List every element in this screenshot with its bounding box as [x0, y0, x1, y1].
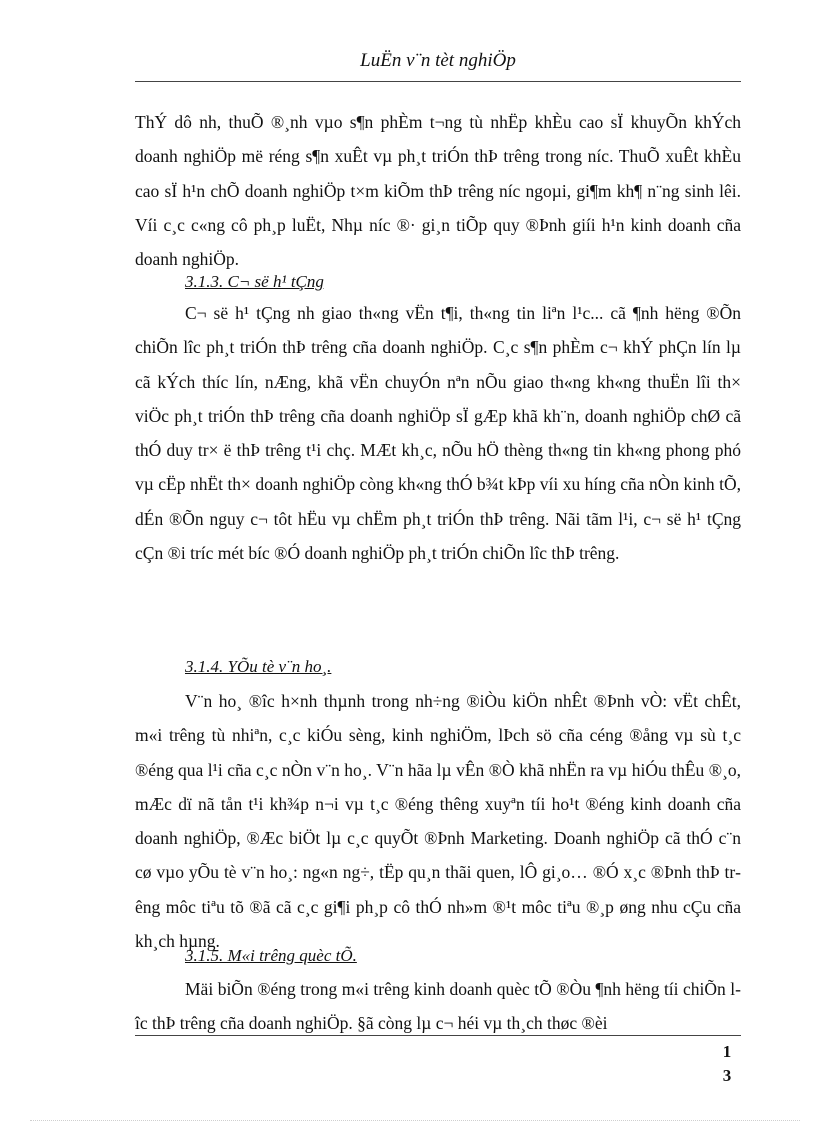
page-number-line1: 1	[722, 1042, 732, 1061]
paragraph-intro: ThÝ dô nh, thuÕ ®¸nh vµo s¶n phÈm t¬ng tù nhËp khÈu cao sÏ khuyÕn khÝch doanh nghiÖp më réng s¶n xuÊt vµ ph¸t triÓn thÞ trêng trong níc. ThuÕ xuÊt khÈu cao sÏ h¹n chÕ doanh nghiÖp t×m kiÕm thÞ trêng níc ngoµi, gi¶m kh¶ n¨ng sinh lêi. Víi c¸c c«ng cô ph¸p luËt, Nhµ níc ®· gi¸n tiÕp quy ®Þnh giíi h¹n kinh doanh cña doanh nghiÖp.	[135, 112, 741, 270]
paragraph-3-1-4: V¨n ho¸ ®îc h×nh thµnh trong nh÷ng ®iÒu kiÖn nhÊt ®Þnh vÒ: vËt chÊt, m«i trêng tù nhiªn, c¸c kiÓu sèng, kinh nghiÖm, lÞch sö cña céng ®ång vµ sù t¸c ®éng qua l¹i cña c¸c nÒn v¨n ho¸. V¨n hãa lµ vÊn ®Ò khã nhËn ra vµ hiÓu thÊu ®¸o, mÆc dï nã tån t¹i kh¾p n¬i vµ t¸c ®éng thêng xuyªn tíi ho¹t ®éng kinh doanh cña doanh nghiÖp, ®Æc biÖt lµ c¸c quyÕt ®Þnh Marketing. Doanh nghiÖp cã thÓ c¨n cø vµo yÕu tè v¨n ho¸: ng«n ng÷, tËp qu¸n thãi quen, lÔ gi¸o… ®Ó x¸c ®Þnh thÞ trêng môc tiªu tõ ®ã cã c¸c gi¶i ph¸p cô thÓ nh»m ®¹t môc tiªu ®¸p øng nhu cÇu cña kh¸ch hµng.	[135, 691, 741, 952]
header-rule	[135, 81, 741, 82]
running-header: LuËn v¨n tèt nghiÖp	[360, 50, 516, 71]
paragraph-3-1-3: C¬ së h¹ tÇng nh giao th«ng vËn t¶i, th«ng tin liªn l¹c... cã ¶nh hëng ®Õn chiÕn lîc ph¸t triÓn thÞ trêng cña doanh nghiÖp. C¸c s¶n phÈm c¬ khÝ phÇn lín lµ cã kÝch thíc lín, nÆng, khã vËn chuyÓn nªn nÕu giao th«ng kh«ng thuËn lîi th× viÖc ph¸t triÓn thÞ trêng cña doanh nghiÖp sÏ gÆp khã kh¨n, doanh nghiÖp chØ cã thÓ duy tr× ë thÞ trêng t¹i chç. MÆt kh¸c, nÕu hÖ thèng th«ng tin kh«ng phong phó vµ cËp nhËt th× doanh nghiÖp còng kh«ng thÓ b¾t kÞp víi xu híng cña nÒn kinh tÕ, dÉn ®Õn nguy c¬ tôt hËu vµ chËm ph¸t triÓn thÞ trêng. Nãi tãm l¹i, c¬ së h¹ tÇng cÇn ®i tríc mét bíc ®Ó doanh nghiÖp ph¸t triÓn chiÕn lîc thÞ trêng.	[135, 303, 741, 564]
paragraph-3-1-5: Mäi biÕn ®éng trong m«i trêng kinh doanh quèc tÕ ®Òu ¶nh hëng tíi chiÕn lîc thÞ trêng cña doanh nghiÖp. §ã còng lµ c¬ héi vµ th¸ch thøc ®èi	[135, 979, 741, 1034]
page-number-line2: 3	[722, 1066, 732, 1085]
section-heading-3-1-3: 3.1.3. C¬ së h¹ tÇng	[185, 272, 324, 291]
page-bottom-border	[30, 1120, 800, 1121]
section-heading-3-1-5: 3.1.5. M«i trêng quèc tÕ.	[185, 946, 357, 965]
section-heading-3-1-4: 3.1.4. YÕu tè v¨n ho¸.	[185, 657, 332, 676]
footer-rule	[135, 1035, 741, 1036]
page-number	[720, 1040, 734, 1088]
